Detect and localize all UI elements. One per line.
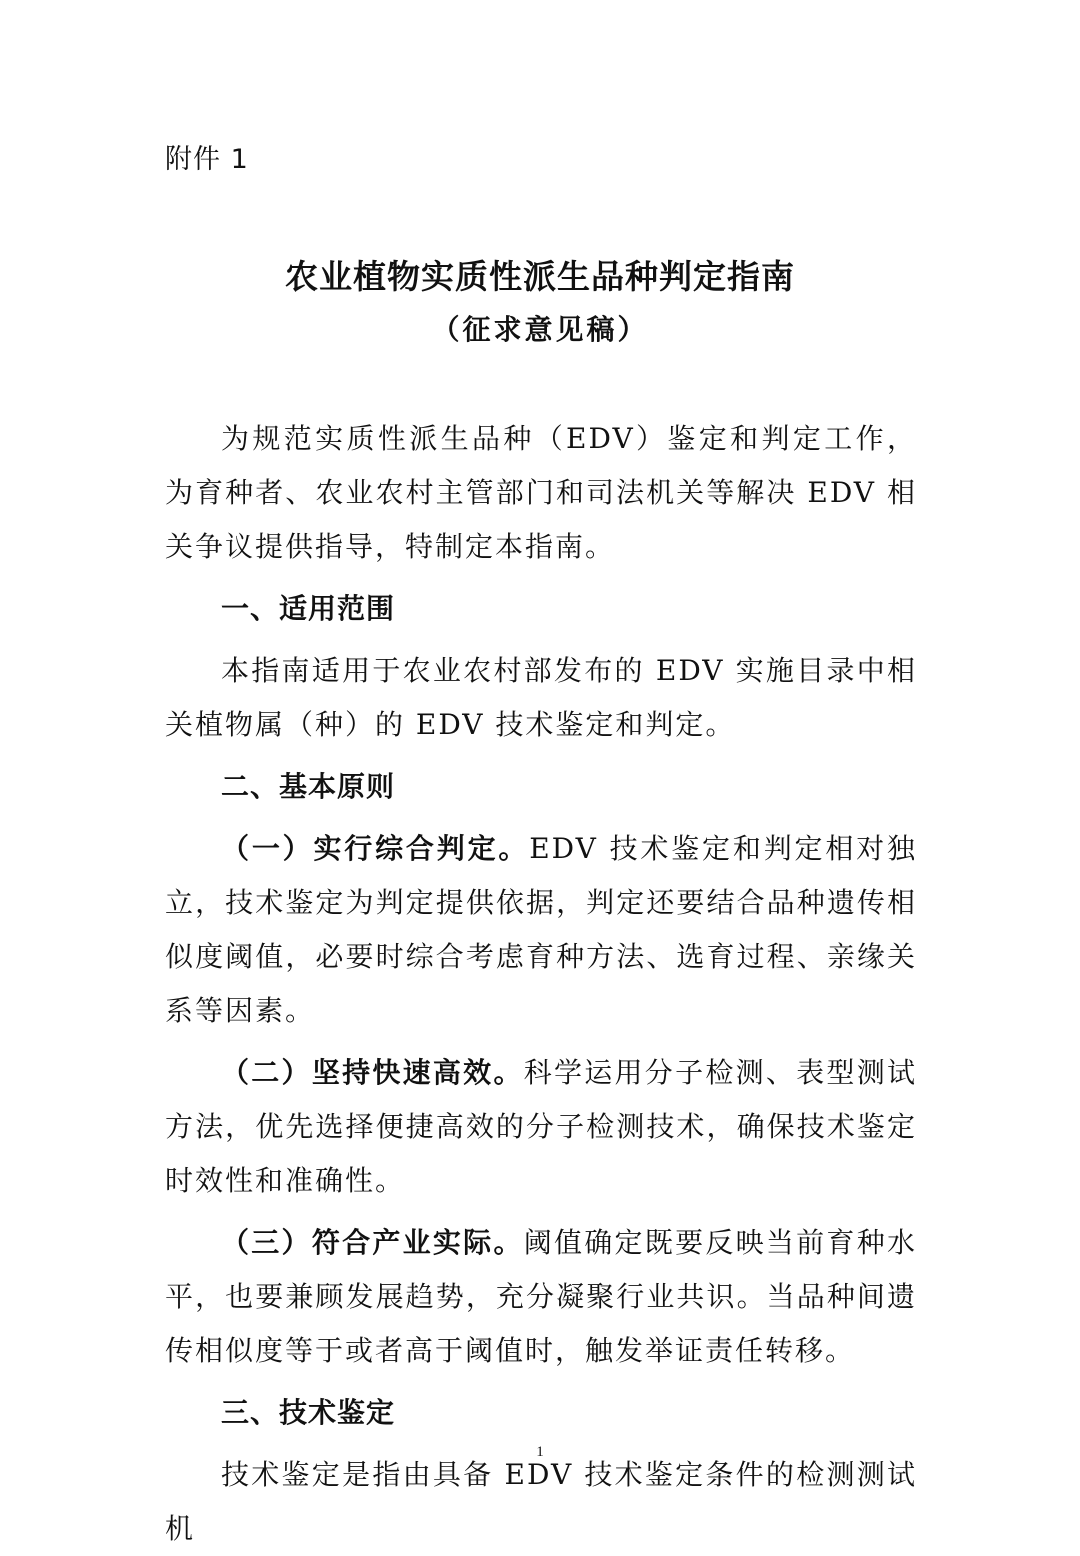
section-heading-technical-appraisal: 三、技术鉴定 bbox=[221, 1396, 396, 1429]
principle-paragraph-1 bbox=[165, 822, 917, 1038]
section-heading-scope: 一、适用范围 bbox=[221, 592, 396, 625]
section-heading-principles: 二、基本原则 bbox=[221, 770, 396, 803]
principle-lead-3: （三）符合产业实际。 bbox=[221, 1226, 524, 1259]
document-title: 农业植物实质性派生品种判定指南 bbox=[285, 257, 795, 296]
principle-paragraph-2 bbox=[165, 1046, 917, 1208]
principle-text-3: 阈值确定既要反映当前育种水平，也要兼顾发展趋势，充分凝聚行业共识。当品种间遗传相似度等于或者高于阈值时，触发举证责任转移。 bbox=[165, 1226, 917, 1367]
scope-paragraph: 本指南适用于农业农村部发布的 EDV 实施目录中相关植物属（种）的 EDV 技术鉴定和判定。 bbox=[165, 654, 917, 741]
principle-paragraph-3 bbox=[165, 1216, 917, 1378]
attachment-label: 附件 1 bbox=[165, 144, 249, 175]
intro-paragraph: 为规范实质性派生品种（EDV）鉴定和判定工作，为育种者、农业农村主管部门和司法机关等解决 EDV 相关争议提供指导，特制定本指南。 bbox=[165, 422, 917, 563]
principle-text-1: EDV 技术鉴定和判定相对独立，技术鉴定为判定提供依据，判定还要结合品种遗传相似度阈值，必要时综合考虑育种方法、选育过程、亲缘关系等因素。 bbox=[165, 832, 917, 1027]
principle-text-2: 科学运用分子检测、表型测试方法，优先选择便捷高效的分子检测技术，确保技术鉴定时效性和准确性。 bbox=[165, 1056, 917, 1197]
technical-appraisal-paragraph: 技术鉴定是指由具备 EDV 技术鉴定条件的检测测试机 bbox=[165, 1458, 917, 1545]
document-body bbox=[165, 412, 917, 1556]
principle-lead-2: （二）坚持快速高效。 bbox=[221, 1056, 524, 1089]
principle-lead-1: （一）实行综合判定。 bbox=[221, 832, 530, 865]
document-subtitle: （征求意见稿） bbox=[431, 313, 649, 346]
page-number: 1 bbox=[536, 1444, 544, 1460]
